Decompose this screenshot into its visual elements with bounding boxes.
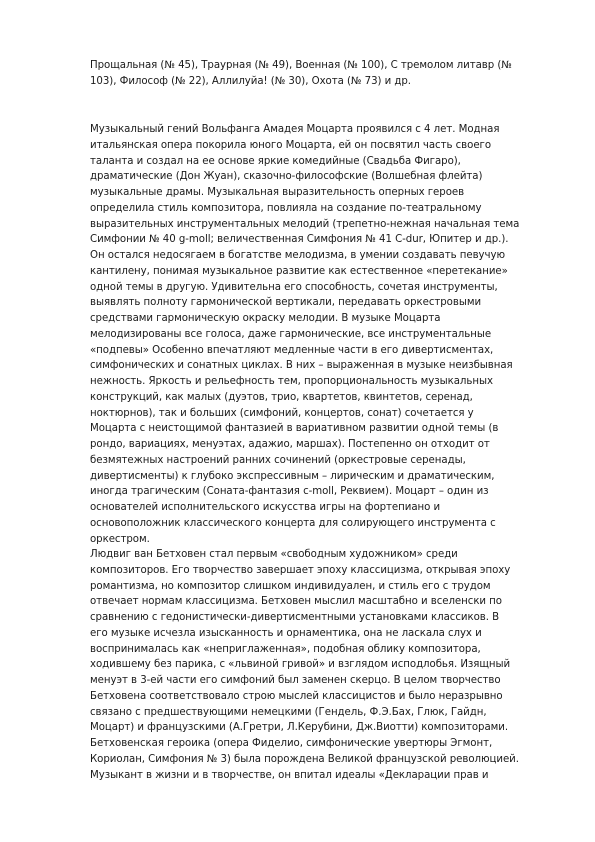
text-line: основоположник классического концерта для солирующего инструмента с	[90, 517, 496, 529]
text-line: основателей исполнительского искусства игры на фортепиано и	[90, 502, 441, 513]
text-line: Он остался недосягаем в богатстве мелодизма, в умении создавать певучую	[90, 250, 506, 261]
text-line: одной темы в другую. Удивительна его способность, сочетая инструменты,	[90, 281, 498, 293]
text-line: мелодизированы все голоса, даже гармонические, все инструментальные	[90, 328, 492, 340]
text-line: сравнению с гедонистически-дивертисментными установками классиков. В	[90, 612, 500, 623]
text-line: таланта и создал на ее основе яркие комедийные (Свадьба Фигаро),	[90, 155, 461, 167]
text-line: Кориолан, Симфония № 3) была порождена Великой французской революцией.	[90, 753, 519, 765]
text-line: ходившему без парика, с «львиной гривой» и взглядом исподлобья. Изящный	[90, 659, 511, 671]
text-line: Симфонии № 40 g-moll; величественная Симфония № 41 C-dur, Юпитер и др.).	[90, 234, 509, 246]
text-line: композиторов. Его творчество завершает эпоху классицизма, открывая эпоху	[90, 564, 511, 576]
text-line: рондо, вариациях, менуэтах, адажио, маршах). Постепенно он отходит от	[90, 439, 490, 450]
text-line: выявлять полноту гармонической вертикали, передавать оркестровыми	[90, 297, 482, 309]
text-line: драматические (Дон Жуан), сказочно-философские (Волшебная флейта)	[90, 171, 483, 183]
text-line: ноктюрнов), так и больших (симфоний, концертов, сонат) сочетается у	[90, 407, 474, 419]
text-line: Бетховена соответствовало строю мыслей классицистов и было неразрывно	[90, 690, 503, 702]
text-line: Бетховенская героика (опера Фиделио, симфонические увертюры Эгмонт,	[90, 738, 493, 749]
text-line: иногда трагическим (Соната-фантазия c-moll, Реквием). Моцарт – один из	[90, 486, 489, 498]
text-line: средствами гармоническую окраску мелодии. В музыке Моцарта	[90, 313, 441, 324]
text-line: воспринималась как «неприглаженная», подобная облику композитора,	[90, 643, 481, 655]
text-line: определила стиль композитора, повлияла на создание по-театральному	[90, 202, 482, 214]
text-line: связано с предшествующими немецкими (Гендель, Ф.Э.Бах, Глюк, Гайдн,	[90, 706, 487, 718]
text-line: Музыкальный гений Вольфанга Амадея Моцарта проявился с 4 лет. Модная	[90, 124, 500, 135]
text-line: оркестром.	[90, 533, 150, 545]
text-line: 103), Философ (№ 22), Аллилуйа! (№ 30), Охота (№ 73) и др.	[90, 75, 411, 87]
text-line: кантилену, понимая музыкальное развитие как естественное «перетекание»	[90, 265, 508, 277]
text-line: Музыкант в жизни и в творчестве, он впитал идеалы «Декларации прав и	[90, 769, 489, 781]
text-line: Моцарт) и французскими (А.Гретри, Л.Керубини, Дж.Виотти) композиторами.	[90, 722, 509, 734]
text-line: отвечает нормам классицизма. Бетховен мыслил масштабно и вселенски по	[90, 596, 502, 608]
text-line: итальянская опера покорила юного Моцарта, ей он посвятил часть своего	[90, 139, 492, 151]
text-line: конструкций, как малых (дуэтов, трио, квартетов, квинтетов, серенад,	[90, 391, 473, 403]
text-line: безмятежных настроений ранних сочинений (оркестровые серенады,	[90, 454, 466, 466]
text-line: музыкальные драмы. Музыкальная выразительность оперных героев	[90, 187, 465, 198]
text-line: дивертисменты) к глубоко экспрессивным – лирическим и драматическим,	[90, 470, 495, 482]
text-line: «подпевы» Особенно впечатляют медленные части в его дивертисментах,	[90, 344, 494, 356]
text-line: романтизма, но композитор слишком индивидуален, и стиль его с трудом	[90, 580, 491, 592]
text-line: Людвиг ван Бетховен стал первым «свободным художником» среди	[90, 549, 458, 560]
text-line: выразительных инструментальных мелодий (трепетно-нежная начальная тема	[90, 218, 520, 230]
text-line: симфонических и сонатных циклах. В них – выраженная в музыке неизбывная	[90, 360, 513, 372]
text-line: нежность. Яркость и рельефность тем, пропорциональность музыкальных	[90, 376, 493, 387]
text-line: Прощальная (№ 45), Траурная (№ 49), Военная (№ 100), С тремолом литавр (№	[90, 60, 512, 71]
text-line: его музыке исчезла изысканность и орнаментика, она не ласкала слух и	[90, 627, 482, 639]
text-line: Моцарта с неистощимой фантазией в вариативном развитии одной темы (в	[90, 423, 499, 435]
text-line: менуэт в 3-ей части его симфоний был заменен скерцо. В целом творчество	[90, 675, 501, 686]
